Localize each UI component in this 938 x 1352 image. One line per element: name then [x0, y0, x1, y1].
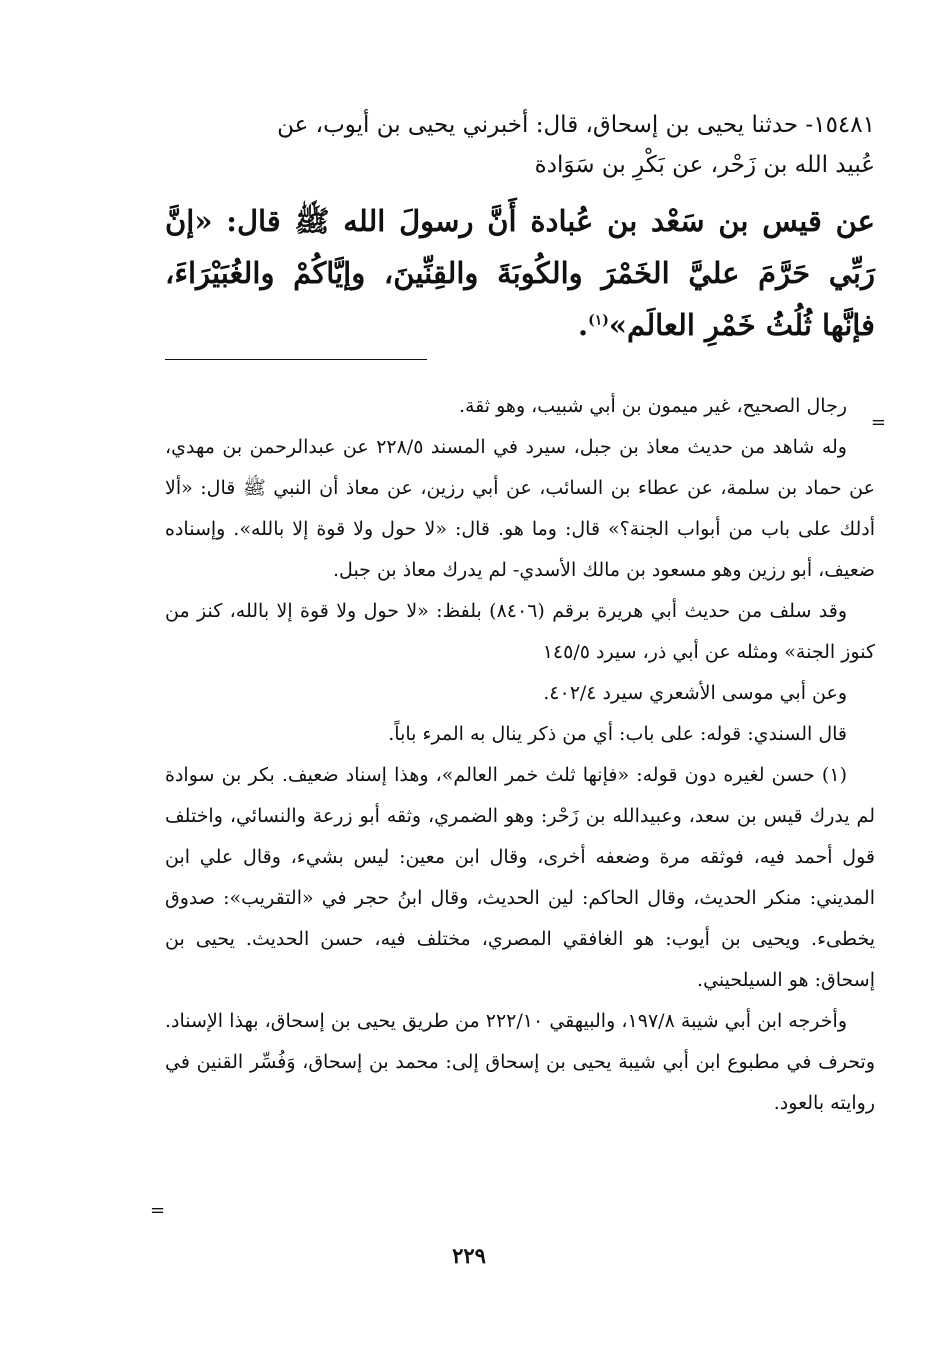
footnote-paragraph: وأخرجه ابن أبي شيبة ١٩٧/٨، والبيهقي ٢٢٢/١٠ من طريق يحيى بن إسحاق، بهذا الإسناد. وتحرف في مطبوع ابن أبي شيبة يحيى بن إسحاق إلى: محمد بن إسحاق، وَفُسِّر القنين في روايته بالعود.: [165, 1010, 875, 1114]
footnote-paragraph: وعن أبي موسى الأشعري سيرد ٤٠٢/٤.: [543, 682, 847, 704]
footnote-paragraph: (١) حسن لغيره دون قوله: «فإنها ثلث خمر العالم»، وهذا إسناد ضعيف. بكر بن سوادة لم يدرك قيس بن سعد، وعبيدالله بن زَحْر: وهو الضمري، وثقه أبو زرعة والنسائي، واختلف قول أحمد فيه، فوثقه مرة وضعفه أخرى، وقال ابن معين: ليس بشيء، وقال علي ابن المديني: منكر الحديث، وقال الحاكم: لين الحديث، وقال ابنُ حجر في «التقريب»: صدوق يخطىء. ويحيى بن أيوب: هو الغافقي المصري، مختلف فيه، حسن الحديث. يحيى بن إسحاق: هو السيلحيني.: [165, 764, 875, 991]
continuation-mark: =: [870, 412, 886, 433]
hadith-isnad: [165, 105, 875, 185]
hadith-isnad-line-1: ١٥٤٨١- حدثنا يحيى بن إسحاق، قال: أخبرني يحيى بن أيوب، عن: [277, 112, 875, 138]
page-number: ٢٢٩: [452, 1243, 486, 1268]
hadith-isnad-line-2: عُبيد الله بن زَحْر، عن بَكْرِ بن سَوَادة: [534, 152, 875, 178]
hadith-matn-end: .: [578, 308, 589, 342]
footnote-paragraph: رجال الصحيح، غير ميمون بن أبي شبيب، وهو ثقة.: [458, 395, 847, 417]
footnote-paragraph: وله شاهد من حديث معاذ بن جبل، سيرد في المسند ٢٢٨/٥ عن عبدالرحمن بن مهدي، عن حماد بن سلمة، عن عطاء بن السائب، عن أبي رزين، عن معاذ أن النبي ﷺ قال: «ألا أدلك على باب من أبواب الجنة؟» قال: وما هو. قال: «لا حول ولا قوة إلا بالله». وإسناده ضعيف، أبو رزين وهو مسعود بن مالك الأسدي- لم يدرك معاذ بن جبل.: [165, 436, 875, 581]
footnote-paragraph: قال السندي: قوله: على باب: أي من ذكر ينال به المرء باباً.: [388, 723, 847, 745]
hadith-matn-text: عن قيس بن سَعْد بن عُبادة أَنَّ رسولَ الله ﷺ قال: «إنَّ رَبِّي حَرَّمَ عليَّ الخَمْرَ والكُوبَةَ والقِنِّينَ، وإيَّاكُمْ والغُبَيْرَاءَ، فإنَّها ثُلُثُ خَمْرِ العالَم»: [165, 204, 875, 342]
page-body: [165, 105, 875, 1124]
footnotes: [165, 386, 875, 1124]
hadith-matn: [165, 195, 875, 351]
footnote-paragraph: وقد سلف من حديث أبي هريرة برقم (٨٤٠٦) بلفظ: «لا حول ولا قوة إلا بالله، كنز من كنوز الجنة» ومثله عن أبي ذر، سيرد ١٤٥/٥: [165, 600, 875, 663]
footnote-reference: (١): [588, 312, 609, 329]
footnote-separator: [165, 359, 427, 360]
end-continuation-mark: =: [150, 1200, 166, 1221]
